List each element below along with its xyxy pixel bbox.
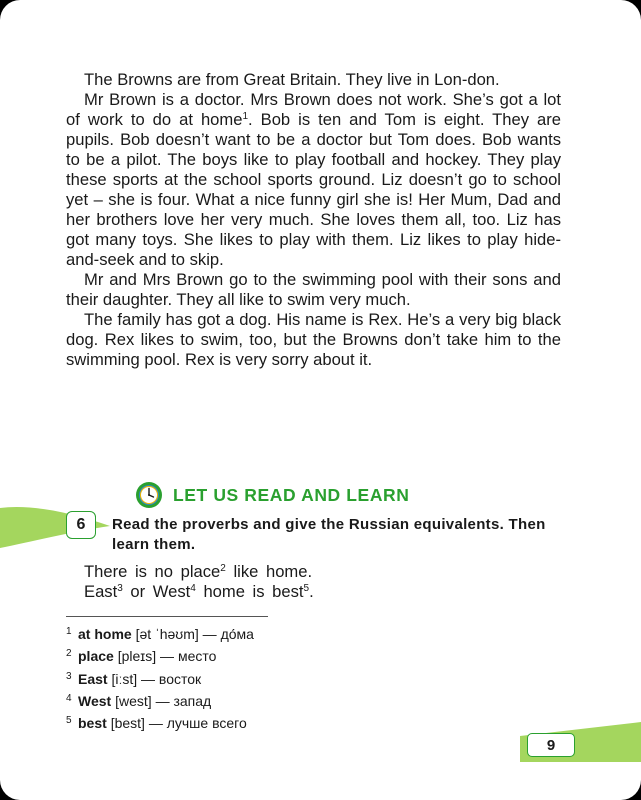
footnote-number: 5 [66,715,72,727]
story-paragraph: Mr and Mrs Brown go to the swimming pool with their sons and their daughter. They all like to swim very much. [66,270,561,309]
story-paragraph [66,90,561,270]
footnote-transcription: [ət ˈhəʊm] [135,626,199,642]
footnote-number: 1 [66,626,72,637]
page-number: 9 [527,733,575,757]
footnote-transcription: [best] [110,715,145,732]
proverb-line [84,582,484,602]
exercise-number-badge: 6 [66,511,96,539]
footnote-dash: — [160,648,175,665]
exercise-instruction: Read the proverbs and give the Russian equivalents. Then learn them. [112,516,546,553]
story-paragraph: The Browns are from Great Britain. They live in Lon-don. [84,70,500,89]
footnote-marker: 5 [303,583,310,594]
story-text [66,70,561,370]
footnote-transcription: [west] [115,692,152,709]
footnote-translation: лучше всего [166,715,247,732]
story-paragraph: The family has got a dog. His name is Rex. He’s a very big black dog. Rex likes to swim, too, but the Browns don’t take him to the swimming pool. Rex is very sorry about it. [66,310,561,369]
footnote-transcription: [pleɪs] [117,648,157,665]
footnote-word: West [78,692,112,709]
footnote-item [66,689,466,711]
proverbs-block [84,562,484,602]
proverb-text: . [309,582,314,601]
footnote-divider [66,616,268,617]
clock-icon [135,481,163,509]
footnote-translation: место [177,648,217,665]
proverb-line [84,562,484,582]
story-text-segment: . Bob is ten and Tom is eight. They are pupils. Bob doesn’t want to be a doctor but Tom does. Bob wants to be a pilot. The boys like to play football and hockey. They play these sports at the school sports ground. Liz doesn’t go to school yet – she is four. What a nice funny girl she is! Her Mum, Dad and her brothers love her very much. She loves them all, too. Liz has got many toys. She likes to play with them. Liz likes to play hide-and-seek and to skip. [66,110,561,269]
footnote-marker: 3 [117,583,123,594]
footnote-item [66,667,466,689]
footnote-dash: — [141,670,156,687]
proverb-text: East [84,582,118,601]
footnote-word: East [78,670,108,687]
footnote-number: 2 [66,648,72,660]
footnote-item [66,622,466,644]
footnote-marker: 2 [220,563,226,574]
footnote-word: place [78,648,114,665]
section-title: LET US READ AND LEARN [173,484,410,505]
proverb-text: There is no place [84,562,221,581]
proverb-text: like home. [225,562,313,581]
footnote-dash: — [148,715,163,732]
section-header [135,480,410,510]
footnote-translation: запад [173,692,212,709]
proverb-text: home is best [195,582,304,601]
footnote-item [66,711,466,733]
footnote-translation: до́ма [220,626,254,642]
footnote-marker: 4 [190,583,196,594]
footnote-transcription: [iːst] [111,670,138,687]
footnote-marker: 1 [242,111,249,122]
footnote-dash: — [155,692,170,709]
story-text-segment: Mr Brown is a doctor. Mrs Brown does not work. She’s got a lot of work to do at home [66,90,561,129]
footnote-dash: — [202,626,217,642]
footnotes [66,622,466,733]
proverb-text: or West [122,582,191,601]
footnote-translation: восток [158,670,202,687]
footnote-number: 4 [66,692,72,704]
footnote-word: best [78,715,107,732]
footnote-word: at home [78,626,132,642]
footnote-item [66,644,466,666]
footnote-number: 3 [66,670,72,682]
